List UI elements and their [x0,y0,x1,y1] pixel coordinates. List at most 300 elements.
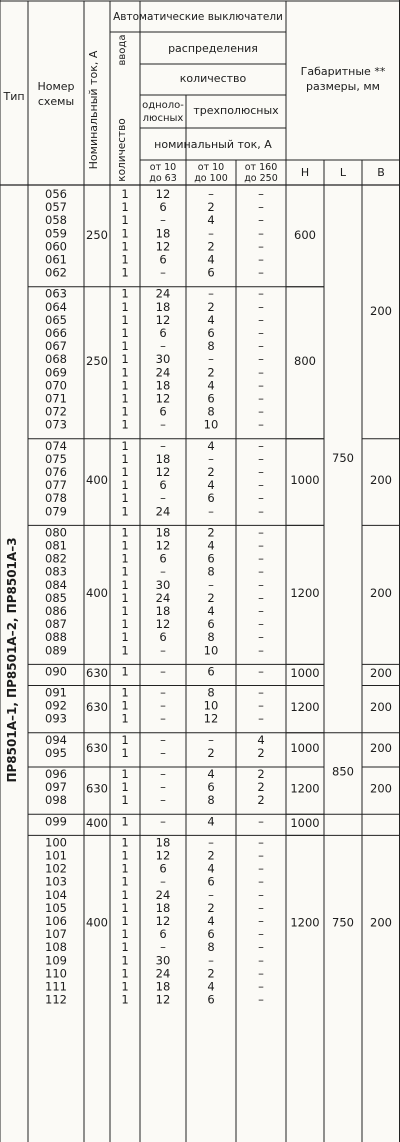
input-quantity: 1 [121,491,129,506]
single-pole-count: – [160,698,166,713]
group-height: 800 [294,353,316,368]
input-quantity: 1 [121,339,129,354]
scheme-number: 092 [45,698,67,713]
three-pole-100-count: 4 [207,979,215,994]
header-range-1: до 63 [149,173,177,184]
group-height: 1200 [290,915,320,930]
three-pole-100-count: – [208,187,214,201]
scheme-number: 060 [45,239,67,254]
header-three-pole: трехполюсных [193,104,279,117]
header-nominal-current: Номинальный ток, А [87,50,100,170]
scheme-number: 103 [45,874,67,889]
group-height: 1200 [290,700,320,715]
three-pole-100-count: – [208,577,214,592]
input-quantity: 1 [121,914,129,928]
single-pole-count: 6 [159,200,167,215]
three-pole-100-count: – [208,953,214,968]
scheme-number: 058 [45,213,67,228]
header-scheme-number: схемы [37,95,75,108]
three-pole-100-count: 2 [207,966,215,981]
scheme-number: 072 [45,404,67,419]
scheme-number: 081 [45,538,67,553]
three-pole-250-count: – [258,299,264,314]
single-pole-count: 24 [155,966,171,981]
single-pole-count: 6 [159,630,167,645]
scheme-number: 059 [45,226,67,241]
three-pole-100-count: 8 [207,940,215,955]
three-pole-100-count: 2 [207,465,215,479]
scheme-number: 105 [45,900,67,915]
three-pole-250-count: – [258,940,264,955]
width-200: 200 [370,665,392,680]
header-range-1: от 10 [149,162,177,173]
single-pole-count: 18 [155,525,171,540]
single-pole-count: 6 [159,252,167,267]
three-pole-250-count: – [258,992,264,1007]
single-pole-count: 30 [155,953,171,968]
group-current: 400 [86,915,108,930]
input-quantity: 1 [121,698,129,713]
input-quantity: 1 [121,365,129,380]
three-pole-250-count: – [258,927,264,942]
scheme-number: 062 [45,265,67,280]
three-pole-100-count: 2 [207,299,215,314]
three-pole-100-count: 6 [207,992,215,1007]
single-pole-count: 18 [155,299,171,314]
single-pole-count: 18 [155,835,171,850]
single-pole-count: 6 [159,326,167,340]
width-200: 200 [370,473,392,488]
input-quantity: 1 [121,417,129,432]
three-pole-100-count: 10 [203,698,219,713]
input-quantity: 1 [121,286,129,301]
group-current: 630 [86,781,108,796]
input-quantity: 1 [121,312,129,327]
input-quantity: 1 [121,438,129,453]
three-pole-100-count: 4 [207,378,215,393]
single-pole-count: 12 [155,465,171,479]
input-quantity: 1 [121,711,129,726]
group-height: 1200 [290,585,320,600]
single-pole-count: 12 [155,848,171,863]
three-pole-100-count: 8 [207,685,215,700]
input-quantity: 1 [121,564,129,579]
single-pole-count: 18 [155,900,171,915]
three-pole-250-count: – [258,564,264,579]
three-pole-250-count: – [258,213,264,228]
header-range-2: до 100 [194,173,228,184]
width-200: 200 [370,585,392,600]
header-quantity-input: количество [116,118,128,182]
scheme-number: 089 [45,643,67,658]
input-quantity: 1 [121,874,129,889]
header-scheme-number: Номер [37,80,75,93]
three-pole-250-count: – [258,979,264,994]
length-750: 750 [332,915,354,930]
single-pole-count: 24 [155,286,171,301]
width-200: 200 [370,700,392,715]
input-quantity: 1 [121,927,129,942]
scheme-number: 071 [45,391,67,406]
length-750: 750 [332,450,354,465]
input-quantity: 1 [121,780,129,795]
scheme-number: 079 [45,504,67,519]
scheme-number: 090 [45,664,67,679]
single-pole-count: 18 [155,604,171,618]
three-pole-250-count: – [258,226,264,241]
single-pole-count: 18 [155,226,171,241]
input-quantity: 1 [121,767,129,781]
scheme-number: 067 [45,339,67,354]
three-pole-250-count: – [258,861,264,876]
three-pole-100-count: 2 [207,525,215,540]
single-pole-count: 18 [155,979,171,994]
scheme-number: 078 [45,491,67,506]
single-pole-count: – [160,265,166,280]
type-label: ПР8501А–1, ПР8501А–2, ПР8501А–3 [5,537,19,783]
input-quantity: 1 [121,604,129,618]
three-pole-250-count: 2 [257,780,265,795]
input-quantity: 1 [121,861,129,876]
group-height: 1200 [290,781,320,796]
three-pole-250-count: – [258,252,264,267]
input-quantity: 1 [121,992,129,1007]
three-pole-100-count: 6 [207,265,215,280]
three-pole-250-count: – [258,417,264,432]
three-pole-100-count: – [208,286,214,301]
group-height: 1000 [290,740,320,755]
three-pole-250-count: – [258,577,264,592]
input-quantity: 1 [121,953,129,968]
three-pole-100-count: 4 [207,604,215,618]
three-pole-250-count: – [258,491,264,506]
single-pole-count: 6 [159,478,167,493]
three-pole-100-count: 6 [207,874,215,889]
header-l: L [339,166,347,179]
three-pole-250-count: – [258,835,264,850]
scheme-number: 091 [45,685,67,700]
input-quantity: 1 [121,940,129,955]
header-input: ввода [117,34,128,66]
input-quantity: 1 [121,265,129,280]
three-pole-250-count: – [258,404,264,419]
scheme-number: 097 [45,780,67,795]
header-h: Н [300,166,310,179]
width-200: 200 [370,303,392,318]
group-current: 630 [86,740,108,755]
input-quantity: 1 [121,630,129,645]
scheme-number: 068 [45,352,67,367]
header-range-2: от 10 [197,162,225,173]
input-quantity: 1 [121,525,129,540]
three-pole-250-count: – [258,604,264,618]
three-pole-100-count: – [208,835,214,850]
scheme-number: 066 [45,326,67,340]
scheme-number: 088 [45,630,67,645]
single-pole-count: – [160,417,166,432]
three-pole-250-count: – [258,900,264,915]
input-quantity: 1 [121,848,129,863]
input-quantity: 1 [121,352,129,367]
scheme-number: 073 [45,417,67,432]
three-pole-250-count: – [258,711,264,726]
three-pole-250-count: – [258,326,264,340]
input-quantity: 1 [121,835,129,850]
three-pole-250-count: 2 [257,745,265,760]
header-single-pole: люсных [142,113,184,124]
header-quantity: количество [179,72,247,85]
scheme-number: 106 [45,914,67,928]
single-pole-count: 12 [155,391,171,406]
single-pole-count: – [160,814,166,829]
scheme-number: 084 [45,577,67,592]
single-pole-count: 12 [155,239,171,254]
scheme-number: 064 [45,299,67,314]
single-pole-count: – [160,491,166,506]
single-pole-count: 24 [155,365,171,380]
group-height: 1000 [290,473,320,488]
three-pole-250-count: 2 [257,767,265,781]
single-pole-count: 12 [155,312,171,327]
scheme-number: 107 [45,927,67,942]
three-pole-250-count: – [258,848,264,863]
width-200: 200 [370,781,392,796]
three-pole-100-count: 4 [207,538,215,553]
single-pole-count: – [160,780,166,795]
header-distribution: распределения [168,42,258,55]
group-height: 1000 [290,665,320,680]
scheme-number: 085 [45,590,67,605]
scheme-number: 069 [45,365,67,380]
group-current: 400 [86,815,108,830]
three-pole-250-count: – [258,814,264,829]
three-pole-250-count: – [258,365,264,380]
scheme-number: 070 [45,378,67,393]
single-pole-count: 6 [159,861,167,876]
input-quantity: 1 [121,451,129,466]
scheme-number: 074 [45,438,67,453]
three-pole-250-count: – [258,504,264,519]
group-height: 600 [294,227,316,242]
scheme-number: 102 [45,861,67,876]
scheme-number: 101 [45,848,67,863]
single-pole-count: – [160,685,166,700]
input-quantity: 1 [121,252,129,267]
three-pole-100-count: 8 [207,630,215,645]
three-pole-250-count: – [258,339,264,354]
input-quantity: 1 [121,478,129,493]
input-quantity: 1 [121,814,129,829]
input-quantity: 1 [121,378,129,393]
single-pole-count: – [160,767,166,781]
three-pole-250-count: – [258,590,264,605]
input-quantity: 1 [121,793,129,808]
three-pole-250-count: – [258,966,264,981]
single-pole-count: – [160,643,166,658]
scheme-number: 100 [45,835,67,850]
scheme-number: 077 [45,478,67,493]
scheme-number: 108 [45,940,67,955]
single-pole-count: – [160,438,166,453]
single-pole-count: – [160,874,166,889]
three-pole-250-count: – [258,187,264,201]
group-current: 250 [86,227,108,242]
single-pole-count: 12 [155,187,171,201]
input-quantity: 1 [121,213,129,228]
three-pole-100-count: 6 [207,551,215,566]
header-nominal-sub: номинальный ток, А [154,138,272,151]
single-pole-count: – [160,732,166,747]
input-quantity: 1 [121,577,129,592]
input-quantity: 1 [121,465,129,479]
single-pole-count: – [160,793,166,808]
input-quantity: 1 [121,745,129,760]
three-pole-100-count: 2 [207,590,215,605]
three-pole-250-count: – [258,265,264,280]
input-quantity: 1 [121,200,129,215]
input-quantity: 1 [121,664,129,679]
single-pole-count: 24 [155,887,171,902]
input-quantity: 1 [121,226,129,241]
single-pole-count: 18 [155,378,171,393]
scheme-number: 093 [45,711,67,726]
three-pole-250-count: – [258,239,264,254]
single-pole-count: – [160,711,166,726]
scheme-number: 057 [45,200,67,215]
three-pole-100-count: – [208,226,214,241]
three-pole-100-count: 4 [207,252,215,267]
single-pole-count: – [160,664,166,679]
scheme-number: 065 [45,312,67,327]
three-pole-250-count: – [258,664,264,679]
three-pole-250-count: – [258,874,264,889]
scheme-number: 063 [45,286,67,301]
three-pole-250-count: – [258,953,264,968]
input-quantity: 1 [121,538,129,553]
three-pole-100-count: 2 [207,745,215,760]
three-pole-250-count: – [258,685,264,700]
three-pole-100-count: 4 [207,814,215,829]
group-current: 630 [86,665,108,680]
three-pole-250-count: – [258,643,264,658]
scheme-number: 095 [45,745,67,760]
single-pole-count: 6 [159,404,167,419]
three-pole-250-count: – [258,200,264,215]
input-quantity: 1 [121,590,129,605]
three-pole-250-count: – [258,378,264,393]
three-pole-100-count: 8 [207,793,215,808]
single-pole-count: 6 [159,551,167,566]
three-pole-250-count: – [258,914,264,928]
three-pole-250-count: – [258,465,264,479]
input-quantity: 1 [121,900,129,915]
three-pole-100-count: 6 [207,326,215,340]
input-quantity: 1 [121,643,129,658]
three-pole-250-count: – [258,312,264,327]
input-quantity: 1 [121,326,129,340]
three-pole-250-count: – [258,286,264,301]
three-pole-100-count: 4 [207,478,215,493]
three-pole-250-count: 2 [257,793,265,808]
three-pole-100-count: 4 [207,213,215,228]
input-quantity: 1 [121,187,129,201]
three-pole-100-count: 6 [207,780,215,795]
three-pole-250-count: 4 [257,732,265,747]
scheme-number: 061 [45,252,67,267]
header-dimensions: Габаритные ** [300,65,386,78]
single-pole-count: 18 [155,451,171,466]
single-pole-count: 24 [155,504,171,519]
single-pole-count: 12 [155,617,171,632]
scheme-number: 109 [45,953,67,968]
three-pole-100-count: 8 [207,564,215,579]
group-current: 250 [86,353,108,368]
three-pole-100-count: 2 [207,900,215,915]
header-range-3: от 160 [244,162,278,173]
three-pole-250-count: – [258,438,264,453]
scheme-number: 080 [45,525,67,540]
scheme-number: 098 [45,793,67,808]
single-pole-count: – [160,213,166,228]
three-pole-100-count: 10 [203,417,219,432]
three-pole-250-count: – [258,630,264,645]
input-quantity: 1 [121,551,129,566]
three-pole-250-count: – [258,887,264,902]
three-pole-100-count: 4 [207,438,215,453]
input-quantity: 1 [121,391,129,406]
three-pole-100-count: 2 [207,365,215,380]
three-pole-100-count: 4 [207,914,215,928]
three-pole-100-count: 6 [207,491,215,506]
input-quantity: 1 [121,504,129,519]
input-quantity: 1 [121,979,129,994]
three-pole-100-count: – [208,352,214,367]
three-pole-100-count: 2 [207,200,215,215]
input-quantity: 1 [121,732,129,747]
three-pole-100-count: 8 [207,339,215,354]
three-pole-250-count: – [258,698,264,713]
input-quantity: 1 [121,404,129,419]
input-quantity: 1 [121,239,129,254]
single-pole-count: 30 [155,352,171,367]
header-b: В [377,166,385,179]
header-type: Тип [3,90,25,103]
input-quantity: 1 [121,966,129,981]
three-pole-250-count: – [258,478,264,493]
scheme-number: 076 [45,465,67,479]
scheme-number: 104 [45,887,67,902]
single-pole-count: 12 [155,992,171,1007]
group-current: 630 [86,700,108,715]
single-pole-count: 12 [155,538,171,553]
scheme-number: 111 [45,979,67,994]
single-pole-count: 6 [159,927,167,942]
three-pole-100-count: 6 [207,617,215,632]
single-pole-count: 12 [155,914,171,928]
three-pole-100-count: 6 [207,664,215,679]
scheme-number: 082 [45,551,67,566]
scheme-number: 094 [45,732,67,747]
three-pole-100-count: – [208,887,214,902]
input-quantity: 1 [121,887,129,902]
single-pole-count: – [160,940,166,955]
three-pole-100-count: – [208,504,214,519]
single-pole-count: 30 [155,577,171,592]
scheme-number: 087 [45,617,67,632]
input-quantity: 1 [121,617,129,632]
width-200: 200 [370,915,392,930]
three-pole-100-count: 10 [203,643,219,658]
